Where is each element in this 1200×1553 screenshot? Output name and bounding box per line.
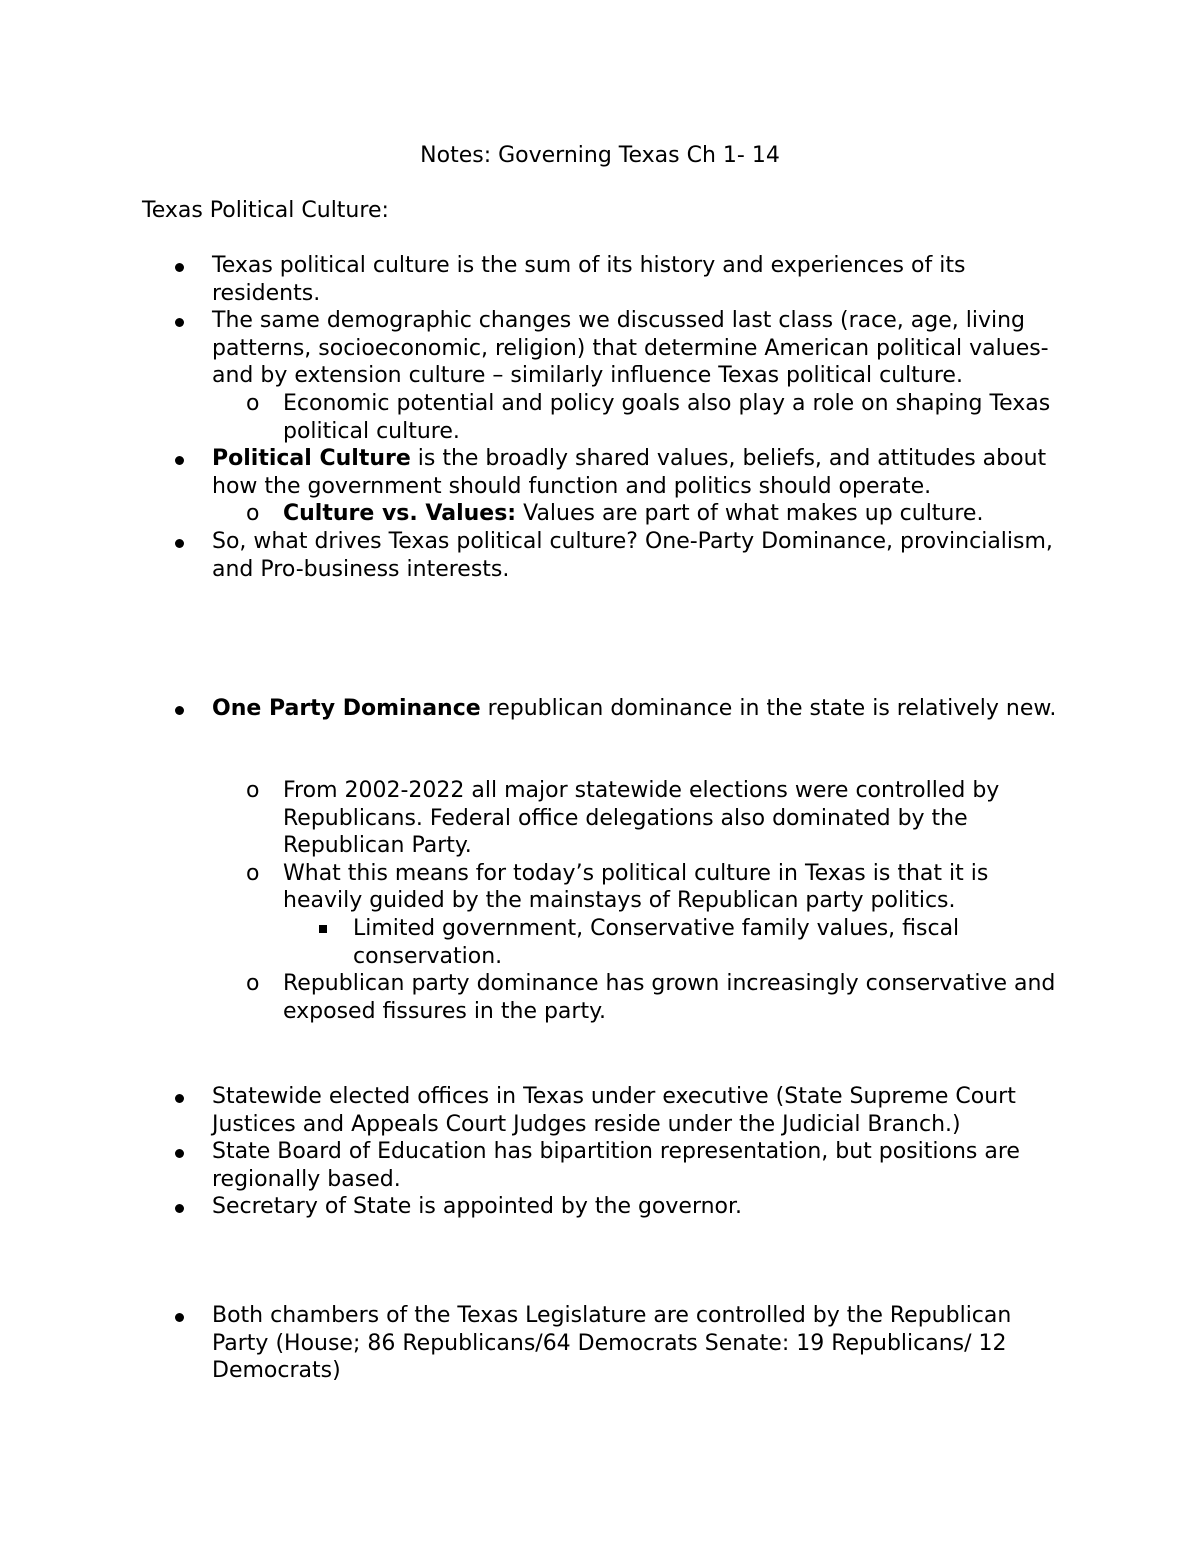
list-block-1 [0,252,1200,583]
list-item: Both chambers of the Texas Legislature are controlled by the Republican Party (House; 86 Republicans/64 Democrats Senate: 19 Republicans/ 12 Democrats) [0,1302,1072,1385]
bullet-icon [175,318,184,327]
list-item: State Board of Education has bipartition representation, but positions are regionally based. [0,1138,1072,1193]
circle-bullet-icon: o [246,971,260,997]
bullet-icon [175,1313,184,1322]
list-item: The same demographic changes we discussed last class (race, age, living patterns, socioeconomic, religion) that determine American political values- and by extension culture – similarly influence Texas political culture. [0,307,1072,390]
bullet-icon [175,706,184,715]
term-bold: One Party Dominance [212,696,481,721]
list-block-5 [0,1302,1200,1385]
sub-list-item: o Republican party dominance has grown increasingly conservative and exposed fissures in the party. [246,971,1056,1024]
square-bullet-icon [319,925,327,933]
list-item: So, what drives Texas political culture? One-Party Dominance, provincialism, and Pro-business interests. [0,528,1072,583]
sub-list-item: o Economic potential and policy goals also play a role on shaping Texas political culture. [246,390,1051,444]
bullet-icon [175,263,184,272]
circle-bullet-icon: o [246,390,260,416]
page-title: Notes: Governing Texas Ch 1- 14 [420,143,780,168]
list-block-2 [0,695,1200,723]
list-item: Texas political culture is the sum of its history and experiences of its residents. [0,252,1072,307]
list-item: Statewide elected offices in Texas under executive (State Supreme Court Justices and Appeals Court Judges reside under the Judicial Branch.) [0,1083,1072,1138]
term-bold: Culture vs. Values: [283,501,517,527]
bullet-icon [175,1149,184,1158]
list-item: Secretary of State is appointed by the governor. [0,1193,1072,1221]
section-heading: Texas Political Culture: [142,198,389,223]
list-item: One Party Dominance republican dominance in the state is relatively new. [0,695,1072,723]
list-block-4 [0,1083,1200,1221]
sub-list-item: o Culture vs. Values: Values are part of what makes up culture. [246,501,984,527]
bullet-icon [175,1204,184,1213]
list-block-3 [0,777,1200,1025]
list-item: Political Culture is the broadly shared values, beliefs, and attitudes about how the government should function and politics should operate. [0,445,1072,500]
sub-list-item: o What this means for today’s political culture in Texas is that it is heavily guided by the mainstays of Republican party politics. [246,860,989,914]
sub-sub-list-item: Limited government, Conservative family values, fiscal conservation. [0,915,1073,970]
circle-bullet-icon: o [246,778,260,803]
circle-bullet-icon: o [246,860,260,886]
bullet-icon [175,456,184,465]
bullet-icon [175,1094,184,1103]
bullet-icon [175,539,184,548]
circle-bullet-icon: o [246,501,260,527]
term-bold: Political Culture [212,446,411,472]
sub-list-item: o From 2002-2022 all major statewide elections were controlled by Republicans. Federal office delegations also dominated by the Republican Party. [246,778,1000,859]
